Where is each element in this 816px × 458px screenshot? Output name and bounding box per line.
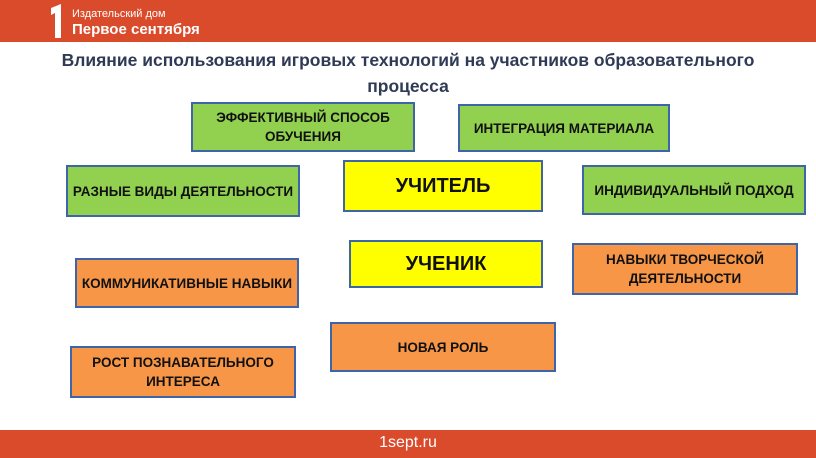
box-activity-types: РАЗНЫЕ ВИДЫ ДЕЯТЕЛЬНОСТИ (66, 165, 300, 217)
footer-site-link[interactable]: 1sept.ru (379, 434, 437, 451)
box-cognitive-interest: РОСТ ПОЗНАВАТЕЛЬНОГО ИНТЕРЕСА (70, 346, 296, 398)
box-teacher: УЧИТЕЛЬ (343, 160, 543, 212)
box-effective-method: ЭФФЕКТИВНЫЙ СПОСОБ ОБУЧЕНИЯ (191, 102, 415, 152)
header-bar (0, 0, 816, 42)
publisher-name-line1: Издательский дом (72, 8, 166, 20)
box-creative-skills: НАВЫКИ ТВОРЧЕСКОЙ ДЕЯТЕЛЬНОСТИ (572, 243, 798, 295)
footer-bar (0, 430, 816, 458)
box-new-role: НОВАЯ РОЛЬ (330, 322, 556, 372)
box-material-integration: ИНТЕГРАЦИЯ МАТЕРИАЛА (458, 104, 670, 152)
publisher-name-line2: Первое сентября (72, 21, 200, 38)
box-individual-approach: ИНДИВИДУАЛЬНЫЙ ПОДХОД (582, 165, 806, 215)
box-communication-skills: КОММУНИКАТИВНЫЕ НАВЫКИ (75, 258, 299, 308)
box-student: УЧЕНИК (349, 240, 543, 288)
slide-title: Влияние использования игровых технологий на участников образовательного процесса (61, 50, 755, 96)
publisher-logo-icon (48, 4, 66, 38)
